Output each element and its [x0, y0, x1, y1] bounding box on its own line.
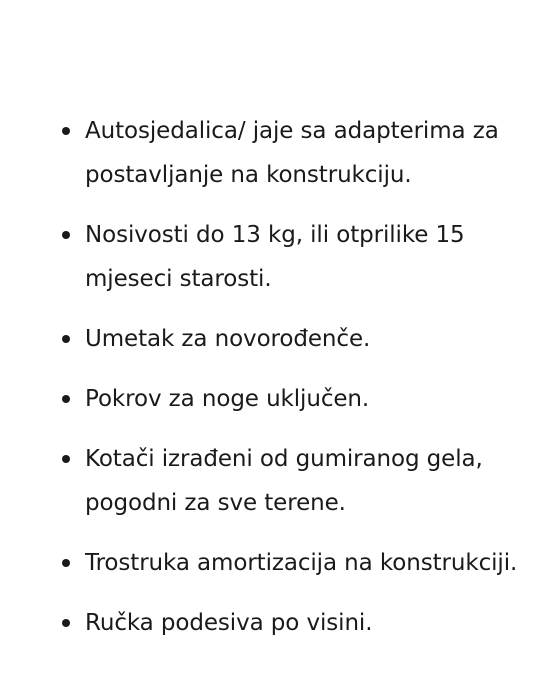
bullet-icon [62, 335, 70, 343]
bullet-icon [62, 619, 70, 627]
bullet-icon [62, 395, 70, 403]
list-item-text: Umetak za novorođenče. [85, 326, 371, 352]
list-item-text: Ručka podesiva po visini. [85, 610, 373, 636]
list-item-text: Trostruka amortizacija na konstrukciji. [85, 550, 518, 576]
list-item-text: Kotači izrađeni od gumiranog gela, pogodni za sve terene. [85, 446, 483, 516]
list-item-text: Autosjedalica/ jaje sa adapterima za postavljanje na konstrukciju. [85, 118, 499, 188]
list-item [0, 109, 548, 197]
list-item [0, 541, 548, 585]
list-item [0, 437, 548, 525]
list-item [0, 377, 548, 421]
list-item [0, 601, 548, 645]
feature-list [0, 109, 548, 661]
bullet-icon [62, 231, 70, 239]
list-item-text: Nosivosti do 13 kg, ili otprilike 15 mjeseci starosti. [85, 222, 465, 292]
list-item [0, 317, 548, 361]
bullet-icon [62, 455, 70, 463]
list-item [0, 213, 548, 301]
list-item-text: Pokrov za noge uključen. [85, 386, 370, 412]
bullet-icon [62, 127, 70, 135]
bullet-icon [62, 559, 70, 567]
